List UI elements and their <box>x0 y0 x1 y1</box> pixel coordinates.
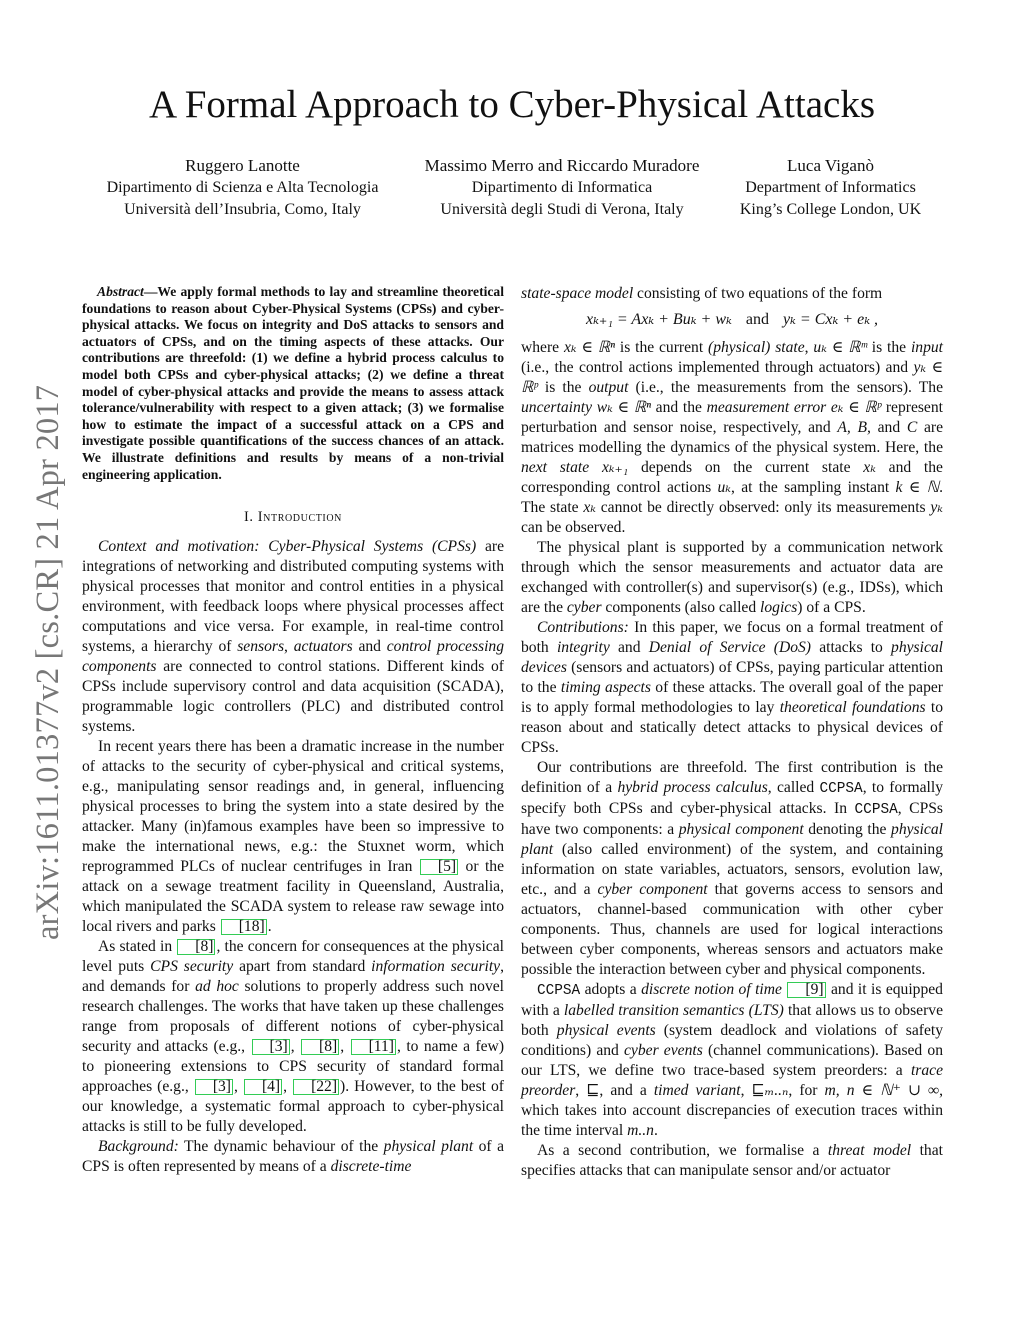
math: yₖ <box>930 499 943 516</box>
calculus-name: CCPSA <box>854 802 898 818</box>
paragraph-network <box>521 538 943 618</box>
emphasis: physical events <box>556 1022 656 1039</box>
author-name: Luca Viganò <box>787 156 874 175</box>
text: adopts a <box>580 981 642 998</box>
emphasis: discrete notion of time <box>641 981 782 998</box>
text: , the concern for consequences at the physical level puts <box>82 938 504 976</box>
text: ) of a CPS. <box>797 599 866 616</box>
emphasis: cyber <box>566 599 602 616</box>
emphasis: threat model <box>827 1142 912 1159</box>
text: ). However, to the best of our knowledge, a systematic formal approach to cyber-physical attacks is still to be fully developed. <box>82 1078 505 1136</box>
text: , <box>804 339 814 356</box>
emphasis: CPS security <box>150 958 234 976</box>
emphasis: physical devices <box>521 639 944 676</box>
author-department: Department of Informatics <box>745 179 916 196</box>
emphasis: hybrid process calculus <box>617 779 768 796</box>
text: . <box>267 918 272 936</box>
text: attacks to <box>811 639 892 656</box>
citation-link[interactable]: [8] <box>301 1039 339 1055</box>
left-column <box>82 284 504 1177</box>
emphasis: cyber component <box>597 881 708 898</box>
text: components (also called <box>601 599 761 616</box>
emphasis: Denial of Service (DoS) <box>648 639 812 656</box>
author-institution: Università degli Studi di Verona, Italy <box>440 200 684 218</box>
text: , <box>740 1082 752 1099</box>
text: . <box>653 1122 658 1139</box>
emphasis: (physical) state <box>708 339 805 356</box>
math: uₖ ∈ ℝᵐ <box>813 339 867 356</box>
text: depends on the current state <box>628 459 864 476</box>
text: (i.e., the measurements from the sensors). The <box>628 379 943 396</box>
paragraph-ccpsa-time <box>521 980 943 1141</box>
text: of a CPS is often represented by means of a <box>82 1138 504 1176</box>
text: , <box>234 1078 243 1096</box>
math: uₖ <box>717 479 731 496</box>
abstract: Abstract—We apply formal methods to lay and streamline theoretical foundations to reason about Cyber-Physical Systems (CPSs) and cyber-physical attacks. We focus on integrity and DoS attacks to sensors and actuators of CPSs, and on the timing aspects of these attacks. Our contributions are threefold: (1) we define a hybrid process calculus to model both CPSs and cyber-physical attacks; (2) we define a threat model of cyber-physical attacks and provide the means to assess attack tolerance/vulnerability with respect to a given attack; (3) we formalise how to estimate the impact of a successful attack on a CPS and investigate possible quantifications of the success chances of an attack. We illustrate definitions and results by means of a non-trivial engineering application. <box>82 284 504 482</box>
text: consisting of two equations of the form <box>633 285 883 302</box>
text: , and demands for <box>82 958 505 996</box>
math: xₖ <box>863 459 876 476</box>
paragraph-lead: Background: <box>98 1138 179 1156</box>
emphasis: next state <box>521 459 590 476</box>
emphasis: uncertainty <box>521 399 593 416</box>
emphasis: Cyber-Physical Systems (CPSs) <box>268 538 477 556</box>
text: that specifies attacks that can manipulate sensor and/or actuator <box>521 1142 943 1179</box>
text: and <box>609 639 649 656</box>
math: eₖ ∈ ℝᵖ <box>830 399 882 416</box>
math: xₖ <box>583 499 596 516</box>
math: m..n <box>627 1122 654 1139</box>
emphasis: ad hoc <box>195 978 239 996</box>
paragraph-background <box>82 1137 504 1177</box>
text: solutions to properly address such novel research challenges. The works that have taken up these challenges range from proposals of different notions of cyber-physical security and attacks (e.g., <box>82 978 504 1056</box>
text: and <box>352 638 387 656</box>
abstract-label: Abstract <box>97 284 144 299</box>
text: , <box>290 1038 301 1056</box>
equation-lhs: xₖ₊₁ = Axₖ + Buₖ + wₖ <box>585 311 732 328</box>
text: that governs access to sensors and actuators, channel-based communication with other cyber components. Thus, channels are used for logical interactions between cyber components, whereas sensors and actuators make possible the interaction between cyber and physical components. <box>521 881 943 978</box>
equation-and: and <box>745 311 769 328</box>
text: (also called environment) of the system, and containing information on state variables, actuators, sensors, evolution law, etc., and a <box>521 841 943 898</box>
text: is the current <box>615 339 708 356</box>
text: or the attack on a sewage treatment facility in Queensland, Australia, which manipulated the SCADA system to release raw sewage into local rivers and parks <box>82 858 505 936</box>
text: where <box>521 339 564 356</box>
emphasis: actuators <box>293 638 353 656</box>
paragraph-where <box>521 338 943 538</box>
text: , <box>283 1078 293 1096</box>
emphasis: labelled transition semantics (LTS) <box>563 1002 784 1019</box>
text: In recent years there has been a dramatic increase in the number of attacks to the security of cyber-physical and critical systems, e.g., manipulating sensor readings and, in general, influencing physical processes to bring the system into a state desired by the attacker. Many (in)famous examples have been so impressive to make the international news, e.g.: the Stuxnet worm, which reprogrammed PLCs of nuclear centrifuges in Iran <box>82 738 504 876</box>
math: wₖ ∈ ℝⁿ <box>596 399 651 416</box>
math: ⊑ₘ..ₙ <box>751 1082 789 1099</box>
text: are connected to control stations. Different kinds of CPSs include supervisory control and data acquisition (SCADA), programmable logic controllers (PLC) and distributed control systems. <box>82 658 504 736</box>
author-name: Massimo Merro and Riccardo Muradore <box>424 156 700 175</box>
emphasis: sensors <box>237 638 285 656</box>
author-block-2 <box>408 155 716 220</box>
citation-link[interactable]: [5] <box>420 859 458 875</box>
emphasis: theoretical foundations <box>779 699 926 716</box>
text: , at the sampling instant <box>730 479 896 496</box>
text: can be observed. <box>521 519 626 536</box>
emphasis: state-space model <box>521 285 634 302</box>
author-block-1 <box>95 155 390 220</box>
paper-title: A Formal Approach to Cyber-Physical Attacks <box>148 83 876 126</box>
author-block-3 <box>728 155 933 220</box>
calculus-name: CCPSA <box>819 781 863 797</box>
author-name: Ruggero Lanotte <box>185 156 300 175</box>
text: , CPSs have two components: a <box>521 800 943 838</box>
calculus-name: CCPSA <box>537 983 581 999</box>
text: represent perturbation and sensor noise, respectively, and <box>521 399 943 436</box>
text: , called <box>767 779 820 796</box>
text: and the <box>650 399 707 416</box>
text: The dynamic behaviour of the <box>178 1138 384 1156</box>
citation-link[interactable]: [22] <box>293 1079 339 1095</box>
text: to reason about and statically detect attacks to physical devices of CPSs. <box>521 699 944 756</box>
citation-link[interactable]: [11] <box>351 1039 396 1055</box>
emphasis: physical plant <box>521 821 943 858</box>
paragraph-lead: Contributions: <box>537 619 629 636</box>
arxiv-sidebar-stamp: arXiv:1611.01377v2 [cs.CR] 21 Apr 2017 <box>30 384 66 940</box>
citation-link[interactable]: [18] <box>221 919 267 935</box>
citation-link[interactable]: [3] <box>252 1039 290 1055</box>
section-heading-introduction: I. Introduction <box>244 509 342 526</box>
paragraph-background-cont <box>521 284 943 304</box>
text: (i.e., the control actions implemented through actuators) and <box>521 359 914 376</box>
math: xₖ ∈ ℝⁿ <box>563 339 616 356</box>
emphasis: physical component <box>678 821 804 838</box>
emphasis: input <box>910 339 944 356</box>
equation-rhs: yₖ = Cxₖ + eₖ , <box>782 311 879 328</box>
text: and <box>870 419 907 436</box>
text: and the corresponding control actions <box>521 459 943 496</box>
text: that allows us to observe both <box>521 1002 944 1039</box>
text: and it is equipped with a <box>521 981 943 1019</box>
paragraph-context <box>82 537 504 737</box>
text: Our contributions are threefold. The first contribution is the definition of a <box>521 759 943 796</box>
emphasis: integrity <box>556 639 610 656</box>
emphasis: information security <box>371 958 501 976</box>
math: yₖ ∈ ℝᵖ <box>521 359 943 396</box>
paragraph-contributions <box>521 618 943 758</box>
paragraph-threat-model <box>521 1141 943 1181</box>
math: m, n ∈ ℕ⁺ ∪ ∞ <box>824 1082 940 1099</box>
text: As a second contribution, we formalise a <box>537 1142 828 1159</box>
text: , <box>340 1038 350 1056</box>
text: of these attacks. The overall goal of the paper is to apply formal methodologies to lay <box>521 679 943 716</box>
text: (sensors and actuators) of CPSs, paying particular attention to the <box>521 659 943 696</box>
emphasis: cyber events <box>624 1042 703 1059</box>
text: In this paper, we focus on a formal treatment of both <box>521 619 943 656</box>
text: . The state <box>521 479 943 516</box>
emphasis: discrete-time <box>330 1158 412 1176</box>
text: (channel communications). Based on our LTS, we define two trace-based system preorders: a <box>521 1042 943 1079</box>
author-institution: King’s College London, UK <box>739 200 922 218</box>
emphasis: trace preorder <box>521 1062 943 1099</box>
math: C <box>906 419 918 436</box>
emphasis: measurement error <box>706 399 827 416</box>
math: k ∈ ℕ <box>895 479 940 496</box>
emphasis: timed variant <box>653 1082 741 1099</box>
right-column <box>521 284 943 1181</box>
text: , <box>284 638 294 656</box>
citation-link[interactable]: [4] <box>244 1079 282 1095</box>
text: are integrations of networking and distributed computing systems with physical processes that monitor and control entities in a physical environment, with feedback loops where physical processes affect computations and vice versa. For example, in real-time control systems, a hierarchy of <box>82 538 504 656</box>
text: , which takes into account discrepancies of execution traces within the time interval <box>521 1082 943 1139</box>
paragraph-threefold <box>521 758 943 980</box>
text: , ⊑, and a <box>575 1082 654 1099</box>
emphasis: timing aspects <box>560 679 651 696</box>
author-institution: Università dell’Insubria, Como, Italy <box>124 200 361 218</box>
paragraph-cps-security <box>82 937 504 1137</box>
emphasis: control processing components <box>82 638 505 676</box>
text: , to formally specify both CPSs and cyber-physical attacks. In <box>521 779 943 817</box>
paragraph-attacks <box>82 737 504 937</box>
text: , to name a few) to pioneering extensions to CPS security of standard formal approaches (e.g., <box>82 1038 505 1096</box>
emphasis: output <box>588 379 629 396</box>
text: is the <box>866 339 911 356</box>
math: xₖ₊₁ <box>601 459 629 476</box>
author-department: Dipartimento di Informatica <box>471 179 653 196</box>
text: , for <box>788 1082 825 1099</box>
text: are matrices modelling the dynamics of the physical system. Here, the <box>521 419 944 456</box>
text: As stated in <box>98 938 177 956</box>
text: is the <box>537 379 589 396</box>
text: The physical plant is supported by a communication network through which the sensor measurements and actuator data are exchanged with controller(s) and supervisor(s) (e.g., IDSs), which are the <box>521 539 943 616</box>
text: denoting the <box>803 821 892 838</box>
math: A, B, <box>837 419 871 436</box>
citation-link[interactable]: [3] <box>195 1079 233 1095</box>
citation-link[interactable]: [9] <box>787 982 825 998</box>
author-department: Dipartimento di Scienza e Alta Tecnologia <box>106 179 379 196</box>
text: cannot be directly observed: only its measurements <box>595 499 931 516</box>
text: apart from standard <box>233 958 372 976</box>
emphasis: logics <box>760 599 798 616</box>
abstract-text: We apply formal methods to lay and streamline theoretical foundations to reason about Cyber-Physical Systems (CPSs) and cyber-physical attacks. We focus on integrity and DoS attacks to sensors and actuators of CPSs, and on the timing aspects of these attacks. Our contributions are threefold: (1) we define a hybrid process calculus to model both CPSs and cyber-physical attacks; (2) we define a threat model of cyber-physical attacks and provide the means to assess attack tolerance/vulnerability with respect to a given attack; (3) we formalise how to estimate the impact of a successful attack on a CPS and investigate possible quantifications of the success chances of an attack. We illustrate definitions and results by means of a non-trivial engineering application. <box>82 284 504 482</box>
emphasis: physical plant <box>383 1138 474 1156</box>
state-space-equation <box>521 308 943 332</box>
paragraph-lead: Context and motivation: <box>98 538 260 556</box>
text: (system deadlock and violations of safety conditions) and <box>521 1022 943 1059</box>
citation-link[interactable]: [8] <box>177 939 215 955</box>
